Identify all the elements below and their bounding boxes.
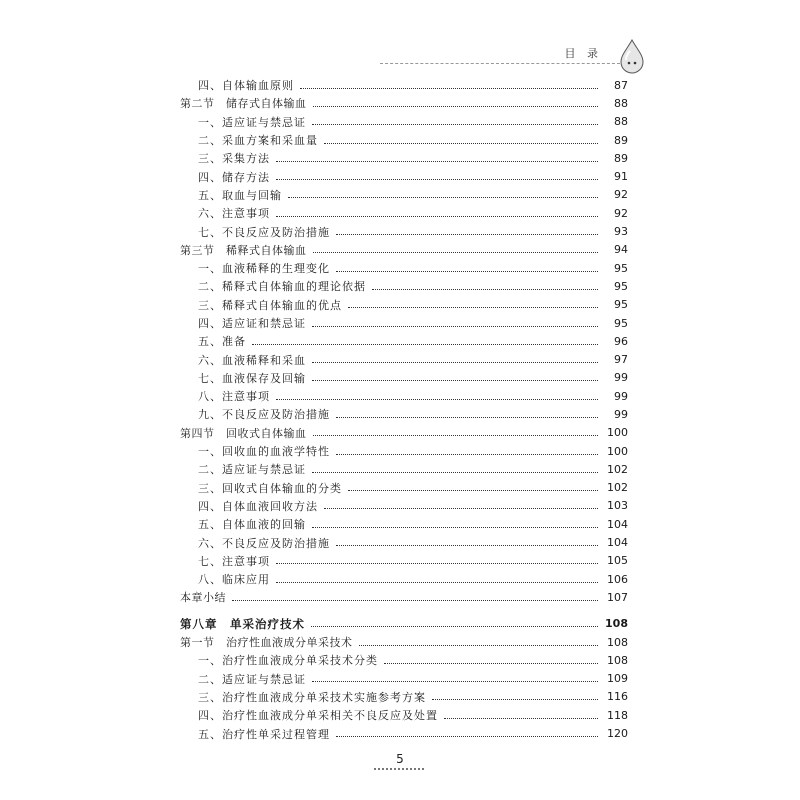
toc-leader-dots [324,143,598,144]
toc-entry-label: 八、临床应用 [198,573,270,587]
table-of-contents [180,76,628,743]
toc-entry-page: 118 [607,708,628,722]
toc-entry-page: 95 [614,298,628,312]
toc-leader-dots [276,399,598,400]
toc-section-entry[interactable] [180,94,628,112]
toc-item-entry[interactable] [180,570,628,588]
footer-ornament [374,768,426,770]
toc-leader-dots [336,234,598,235]
toc-entry-label: 四、储存方法 [198,170,270,184]
toc-entry-page: 93 [614,225,628,239]
toc-item-entry[interactable] [180,259,628,277]
toc-leader-dots [312,380,598,381]
toc-leader-dots [300,88,598,89]
toc-item-entry[interactable] [180,149,628,167]
toc-item-entry[interactable] [180,515,628,533]
toc-entry-page: 103 [607,499,628,513]
page-number: 5 [396,752,404,766]
toc-entry-label: 二、适应证与禁忌证 [198,672,306,686]
toc-entry-label: 六、血液稀释和采血 [198,353,306,367]
toc-entry-label: 二、适应证与禁忌证 [198,463,306,477]
toc-item-entry[interactable] [180,442,628,460]
toc-leader-dots [336,271,598,272]
toc-leader-dots [359,645,599,646]
toc-entry-label: 六、不良反应及防治措施 [198,536,330,550]
toc-entry-label: 七、血液保存及回输 [198,371,306,385]
toc-item-entry[interactable] [180,76,628,94]
toc-item-entry[interactable] [180,497,628,515]
header-title: 目 录 [564,47,602,60]
toc-entry-label: 二、采血方案和采血量 [198,134,318,148]
toc-entry-label: 七、注意事项 [198,554,270,568]
toc-item-entry[interactable] [180,204,628,222]
toc-item-entry[interactable] [180,167,628,185]
toc-chapter-entry[interactable] [180,615,628,633]
toc-leader-dots [313,252,599,253]
blood-drop-icon [618,38,646,74]
toc-entry-page: 96 [614,334,628,348]
toc-entry-page: 108 [607,635,628,649]
toc-entry-page: 97 [614,353,628,367]
toc-entry-label: 五、治疗性单采过程管理 [198,727,330,741]
toc-entry-page: 102 [607,481,628,495]
toc-leader-dots [312,362,598,363]
toc-leader-dots [444,718,598,719]
toc-item-entry[interactable] [180,186,628,204]
toc-entry-page: 107 [607,590,628,604]
page-footer [0,752,800,770]
toc-item-entry[interactable] [180,651,628,669]
toc-entry-page: 99 [614,371,628,385]
toc-item-entry[interactable] [180,369,628,387]
toc-entry-label: 一、血液稀释的生理变化 [198,262,330,276]
toc-section-entry[interactable] [180,633,628,651]
toc-leader-dots [348,490,598,491]
toc-entry-label: 五、取血与回输 [198,188,282,202]
toc-entry-page: 89 [614,133,628,147]
toc-entry-page: 108 [607,653,628,667]
toc-leader-dots [276,161,598,162]
toc-item-entry[interactable] [180,688,628,706]
toc-entry-label: 六、注意事项 [198,207,270,221]
toc-entry-page: 99 [614,407,628,421]
toc-leader-dots [348,307,598,308]
running-header [380,38,650,78]
toc-leader-dots [336,454,598,455]
toc-item-entry[interactable] [180,533,628,551]
toc-item-entry[interactable] [180,552,628,570]
toc-entry-page: 116 [607,690,628,704]
toc-leader-dots [336,736,598,737]
toc-leader-dots [312,326,598,327]
toc-item-entry[interactable] [180,387,628,405]
toc-entry-page: 99 [614,389,628,403]
toc-item-entry[interactable] [180,724,628,742]
toc-leader-dots [311,626,598,627]
toc-item-entry[interactable] [180,460,628,478]
toc-entry-label: 一、回收血的血液学特性 [198,445,330,459]
toc-entry-page: 95 [614,316,628,330]
toc-item-entry[interactable] [180,405,628,423]
toc-leader-dots [372,289,598,290]
toc-entry-label: 四、自体血液回收方法 [198,499,318,513]
toc-entry-label: 七、不良反应及防治措施 [198,225,330,239]
toc-item-entry[interactable] [180,222,628,240]
toc-item-entry[interactable] [180,332,628,350]
header-rule [380,63,620,64]
toc-entry-label: 第三节 稀释式自体输血 [180,243,307,257]
toc-entry-label: 本章小结 [180,591,226,605]
toc-entry-page: 92 [614,206,628,220]
toc-entry-label: 一、适应证与禁忌证 [198,115,306,129]
toc-leader-dots [312,124,598,125]
toc-item-entry[interactable] [180,277,628,295]
toc-entry-label: 四、自体输血原则 [198,79,294,93]
toc-entry-label: 二、稀释式自体输血的理论依据 [198,280,366,294]
toc-section-entry[interactable] [180,424,628,442]
toc-entry-label: 三、回收式自体输血的分类 [198,481,342,495]
toc-entry-page: 106 [607,572,628,586]
toc-leader-dots [276,582,598,583]
toc-leader-dots [232,600,598,601]
toc-item-entry[interactable] [180,350,628,368]
toc-entry-page: 94 [614,243,628,257]
toc-leader-dots [336,545,598,546]
toc-entry-label: 第八章 单采治疗技术 [180,616,305,631]
toc-leader-dots [276,563,598,564]
toc-section-entry[interactable] [180,588,628,606]
toc-leader-dots [313,435,599,436]
toc-entry-page: 89 [614,151,628,165]
toc-leader-dots [384,663,598,664]
toc-entry-label: 四、适应证和禁忌证 [198,317,306,330]
toc-entry-page: 100 [607,444,628,458]
toc-entry-page: 92 [614,188,628,202]
toc-leader-dots [252,344,598,345]
toc-entry-page: 88 [614,115,628,129]
toc-entry-page: 108 [605,617,628,631]
toc-item-entry[interactable] [180,670,628,688]
toc-entry-label: 第一节 治疗性血液成分单采技术 [180,636,353,650]
toc-leader-dots [312,472,598,473]
toc-leader-dots [336,417,598,418]
toc-entry-page: 88 [614,96,628,110]
toc-entry-page: 105 [607,554,628,568]
toc-entry-page: 95 [614,279,628,293]
toc-section-entry[interactable] [180,241,628,259]
toc-leader-dots [432,699,598,700]
toc-entry-page: 109 [607,672,628,686]
toc-entry-label: 八、注意事项 [198,390,270,404]
toc-item-entry[interactable] [180,314,628,332]
toc-leader-dots [312,681,598,682]
toc-entry-label: 第四节 回收式自体输血 [180,426,307,440]
toc-leader-dots [313,106,599,107]
toc-entry-page: 104 [607,517,628,531]
toc-entry-page: 91 [614,170,628,184]
toc-leader-dots [276,179,598,180]
toc-entry-page: 102 [607,462,628,476]
toc-entry-label: 五、自体血液的回输 [198,518,306,532]
toc-leader-dots [276,216,598,217]
toc-item-entry[interactable] [180,706,628,724]
toc-entry-page: 87 [614,78,628,92]
toc-entry-page: 95 [614,261,628,275]
toc-entry-page: 120 [607,727,628,741]
toc-entry-label: 九、不良反应及防治措施 [198,408,330,422]
toc-entry-label: 一、治疗性血液成分单采技术分类 [198,654,378,668]
toc-leader-dots [288,197,598,198]
toc-entry-label: 四、治疗性血液成分单采相关不良反应及处置 [198,709,438,723]
toc-leader-dots [324,508,598,509]
toc-entry-label: 三、稀释式自体输血的优点 [198,298,342,312]
toc-item-entry[interactable] [180,296,628,314]
toc-leader-dots [312,527,598,528]
toc-entry-label: 五、准备 [198,335,246,349]
toc-entry-page: 104 [607,536,628,550]
toc-entry-label: 三、采集方法 [198,152,270,166]
toc-item-entry[interactable] [180,131,628,149]
toc-item-entry[interactable] [180,113,628,131]
toc-item-entry[interactable] [180,479,628,497]
toc-entry-label: 三、治疗性血液成分单采技术实施参考方案 [198,690,426,704]
toc-entry-page: 100 [607,426,628,440]
toc-entry-label: 第二节 储存式自体输血 [180,97,307,111]
chapter-spacer [180,607,628,615]
